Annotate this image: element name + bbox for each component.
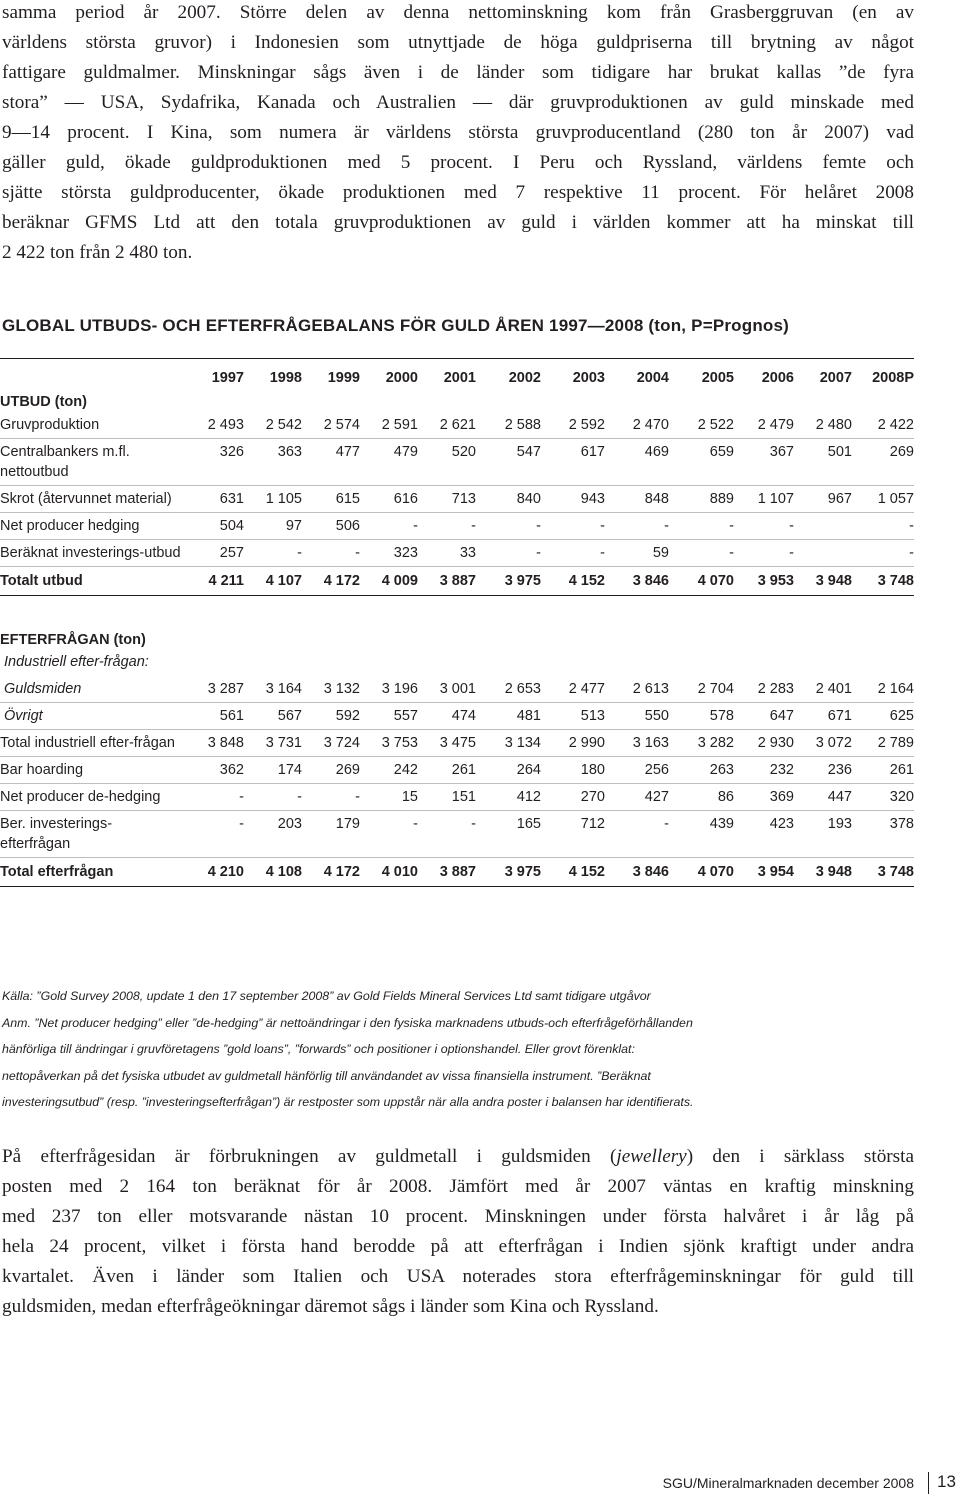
value-cell: - [605, 513, 669, 540]
table-row [0, 676, 914, 703]
value-cell [794, 513, 852, 540]
value-cell: 261 [418, 757, 476, 784]
text-line: med 237 ton eller motsvarande nästan 10 procent. Minskningen under första halvåret i år låg på [2, 1206, 914, 1227]
value-cell: 713 [418, 486, 476, 513]
value-cell: - [669, 513, 734, 540]
value-cell: 2 592 [541, 412, 605, 439]
value-cell: 363 [244, 439, 302, 486]
value-cell [794, 540, 852, 567]
row-label: Net producer hedging [0, 513, 186, 540]
value-cell: 561 [186, 703, 244, 730]
value-cell: 269 [302, 757, 360, 784]
table-row [0, 811, 914, 858]
note-line: Anm. ”Net producer hedging” eller ”de-hedging” är nettoändringar i den fysiska marknadens utbuds-och efterfrågeförhållanden [2, 1015, 693, 1030]
value-cell: - [734, 540, 794, 567]
text-line: 9—14 procent. I Kina, som numera är världens största gruvproducentland (280 ton år 2007) vad [2, 122, 914, 143]
year-header: 2008P [872, 370, 914, 386]
value-cell: - [186, 784, 244, 811]
value-cell: 151 [418, 784, 476, 811]
value-cell: 3 846 [605, 567, 669, 596]
value-cell: 2 283 [734, 676, 794, 703]
value-cell: 520 [418, 439, 476, 486]
value-cell: 3 475 [418, 730, 476, 757]
table-top-rule [0, 358, 914, 359]
table-row [0, 784, 914, 811]
gold-balance-table [0, 362, 914, 887]
text-line: guldsmiden, medan efterfrågeökningar däremot sågs i länder som Kina och Ryssland. [2, 1296, 659, 1317]
value-cell: 4 009 [360, 567, 418, 596]
table-row [0, 703, 914, 730]
value-cell: 203 [244, 811, 302, 858]
value-cell: 2 477 [541, 676, 605, 703]
value-cell: 848 [605, 486, 669, 513]
year-header: 1999 [327, 370, 360, 386]
value-cell: 2 522 [669, 412, 734, 439]
note-line: hänförliga till ändringar i gruvföretagens ”gold loans”, ”forwards” och positioner i optionshandel. Eller grovt förenklat: [2, 1042, 635, 1056]
value-cell: 236 [794, 757, 852, 784]
value-cell: 326 [186, 439, 244, 486]
text-line: samma period år 2007. Större delen av denna nettominskning kom från Grasberggruvan (en av [2, 2, 914, 23]
value-cell: 2 422 [852, 412, 914, 439]
table-row [0, 540, 914, 567]
value-cell: - [476, 540, 541, 567]
value-cell: 4 210 [186, 858, 244, 887]
value-cell: 2 493 [186, 412, 244, 439]
row-label: Gruvproduktion [0, 412, 186, 439]
value-cell: 3 072 [794, 730, 852, 757]
value-cell: 4 108 [244, 858, 302, 887]
empty-cell [476, 650, 541, 676]
value-cell: 557 [360, 703, 418, 730]
value-cell: 506 [302, 513, 360, 540]
row-label: Övrigt [0, 703, 186, 730]
value-cell: 2 574 [302, 412, 360, 439]
value-cell: 3 132 [302, 676, 360, 703]
value-cell: 578 [669, 703, 734, 730]
value-cell: 180 [541, 757, 605, 784]
section-heading: EFTERFRÅGAN (ton) [0, 632, 146, 648]
value-cell: 3 948 [794, 567, 852, 596]
row-label: Total industriell efter-frågan [0, 730, 186, 757]
value-cell: 3 848 [186, 730, 244, 757]
value-cell: 232 [734, 757, 794, 784]
value-cell: 323 [360, 540, 418, 567]
value-cell: 4 107 [244, 567, 302, 596]
value-cell: 592 [302, 703, 360, 730]
table-notes [2, 983, 916, 1116]
value-cell: - [186, 811, 244, 858]
value-cell: - [541, 513, 605, 540]
table-row [0, 486, 914, 513]
empty-cell [794, 650, 852, 676]
value-cell: 2 164 [852, 676, 914, 703]
value-cell: 2 401 [794, 676, 852, 703]
value-cell: 547 [476, 439, 541, 486]
empty-cell [244, 650, 302, 676]
value-cell: 257 [186, 540, 244, 567]
value-cell: 242 [360, 757, 418, 784]
value-cell: 4 172 [302, 567, 360, 596]
year-header: 2003 [572, 370, 605, 386]
text-line: kvartalet. Även i länder som Italien och USA noterades stora efterfrågeminskningar för guld till [2, 1266, 914, 1287]
value-cell: 2 542 [244, 412, 302, 439]
spacer-cell [0, 596, 914, 627]
value-cell: 427 [605, 784, 669, 811]
footer-divider [928, 1472, 929, 1494]
empty-cell [734, 650, 794, 676]
value-cell: - [244, 784, 302, 811]
value-cell: 3 887 [418, 567, 476, 596]
page-number: 13 [937, 1472, 956, 1491]
value-cell: 4 070 [669, 567, 734, 596]
value-cell: 1 107 [734, 486, 794, 513]
table-title: GLOBAL UTBUDS- OCH EFTERFRÅGEBALANS FÖR GULD ÅREN 1997—2008 (ton, P=Prognos) [2, 316, 790, 335]
value-cell: 504 [186, 513, 244, 540]
value-cell: 2 990 [541, 730, 605, 757]
text-line: beräknar GFMS Ltd att den totala gruvproduktionen av guld i världen kommer att ha minskat till [2, 212, 914, 233]
value-cell: - [605, 811, 669, 858]
year-header: 2000 [385, 370, 418, 386]
value-cell: 3 163 [605, 730, 669, 757]
value-cell: - [302, 540, 360, 567]
value-cell: 840 [476, 486, 541, 513]
value-cell: 86 [669, 784, 734, 811]
text-line: 2 422 ton från 2 480 ton. [2, 242, 193, 263]
value-cell: 193 [794, 811, 852, 858]
value-cell: 615 [302, 486, 360, 513]
demand-subheading: Industriell efter-frågan: [4, 654, 149, 670]
value-cell: 165 [476, 811, 541, 858]
value-cell: 3 975 [476, 858, 541, 887]
value-cell: - [360, 513, 418, 540]
year-header: 2001 [443, 370, 476, 386]
value-cell: 501 [794, 439, 852, 486]
value-cell: 2 653 [476, 676, 541, 703]
value-cell: 4 010 [360, 858, 418, 887]
year-header: 2006 [761, 370, 794, 386]
value-cell: - [852, 540, 914, 567]
value-cell: 4 152 [541, 858, 605, 887]
value-cell: 2 588 [476, 412, 541, 439]
value-cell: 967 [794, 486, 852, 513]
table-row [0, 730, 914, 757]
text-line: världens största gruvor) i Indonesien som utnyttjade de höga guldpriserna till brytning av något [2, 32, 914, 53]
value-cell: 261 [852, 757, 914, 784]
value-cell: 2 591 [360, 412, 418, 439]
value-cell: 479 [360, 439, 418, 486]
value-cell: 659 [669, 439, 734, 486]
section-spacer [0, 596, 914, 627]
value-cell: 469 [605, 439, 669, 486]
year-header: 2005 [701, 370, 734, 386]
text-line: På efterfrågesidan är förbrukningen av guldmetall i guldsmiden (jewellery) den i särklass största [2, 1146, 914, 1167]
row-label: Guldsmiden [0, 676, 186, 703]
value-cell: 263 [669, 757, 734, 784]
value-cell: 367 [734, 439, 794, 486]
value-cell: 447 [794, 784, 852, 811]
row-label: Beräknat investerings-utbud [0, 540, 186, 567]
value-cell: 270 [541, 784, 605, 811]
table-row [0, 412, 914, 439]
table-row [0, 567, 914, 596]
year-header: 1998 [269, 370, 302, 386]
table-row [0, 439, 914, 486]
value-cell: 3 134 [476, 730, 541, 757]
value-cell: 3 731 [244, 730, 302, 757]
value-cell: 1 105 [244, 486, 302, 513]
value-cell: 625 [852, 703, 914, 730]
value-cell: 943 [541, 486, 605, 513]
value-cell: 2 480 [794, 412, 852, 439]
header-label-cell [0, 362, 186, 388]
row-label: Bar hoarding [0, 757, 186, 784]
value-cell: 378 [852, 811, 914, 858]
empty-cell [852, 650, 914, 676]
value-cell: 513 [541, 703, 605, 730]
value-cell: 671 [794, 703, 852, 730]
value-cell: 264 [476, 757, 541, 784]
value-cell: 439 [669, 811, 734, 858]
value-cell: 3 975 [476, 567, 541, 596]
value-cell: - [418, 811, 476, 858]
empty-cell [360, 650, 418, 676]
value-cell: - [360, 811, 418, 858]
value-cell: 179 [302, 811, 360, 858]
row-label: Skrot (återvunnet material) [0, 486, 186, 513]
empty-cell [541, 650, 605, 676]
value-cell: 631 [186, 486, 244, 513]
supply-heading-row [0, 388, 914, 412]
value-cell: 616 [360, 486, 418, 513]
value-cell: - [476, 513, 541, 540]
value-cell: 320 [852, 784, 914, 811]
value-cell: 2 613 [605, 676, 669, 703]
value-cell: 4 152 [541, 567, 605, 596]
value-cell: 3 948 [794, 858, 852, 887]
value-cell: 423 [734, 811, 794, 858]
text-line: hela 24 procent, vilket i första hand berodde på att efterfrågan i Indien sjönk kraftigt under andra [2, 1236, 914, 1257]
value-cell: 3 282 [669, 730, 734, 757]
year-header: 2004 [636, 370, 669, 386]
table-row [0, 858, 914, 887]
value-cell: 256 [605, 757, 669, 784]
note-line: Källa: ”Gold Survey 2008, update 1 den 17 september 2008” av Gold Fields Mineral Services Ltd samt tidigare utgåvor [2, 989, 651, 1003]
text-line: stora” — USA, Sydafrika, Kanada och Australien — där gruvproduktionen av guld minskade med [2, 92, 914, 113]
value-cell: 712 [541, 811, 605, 858]
value-cell: 3 953 [734, 567, 794, 596]
value-cell: 2 479 [734, 412, 794, 439]
row-label: Centralbankers m.fl. nettoutbud [0, 439, 186, 486]
value-cell: - [302, 784, 360, 811]
year-header: 2002 [508, 370, 541, 386]
value-cell: 567 [244, 703, 302, 730]
value-cell: 2 621 [418, 412, 476, 439]
intro-paragraph [2, 0, 914, 268]
value-cell: 3 001 [418, 676, 476, 703]
value-cell: 481 [476, 703, 541, 730]
value-cell: 3 724 [302, 730, 360, 757]
empty-cell [669, 650, 734, 676]
row-label: Total efterfrågan [0, 858, 186, 887]
value-cell: 1 057 [852, 486, 914, 513]
value-cell: 2 704 [669, 676, 734, 703]
outro-paragraph [2, 1142, 914, 1322]
value-cell: 33 [418, 540, 476, 567]
empty-cell [605, 650, 669, 676]
emphasis: jewellery [616, 1146, 687, 1167]
value-cell: 3 954 [734, 858, 794, 887]
value-cell: 97 [244, 513, 302, 540]
value-cell: - [734, 513, 794, 540]
text-line: fattigare guldmalmer. Minskningar sågs även i de länder som tidigare har brukat kallas ”de fyra [2, 62, 914, 83]
note-line: nettopåverkan på det fysiska utbudet av guldmetall hänförlig till användandet av vissa finansiella instrument. ”Beräknat [2, 1068, 651, 1083]
text-line: gäller guld, ökade guldproduktionen med 5 procent. I Peru och Ryssland, världens femte och [2, 152, 914, 173]
year-header: 1997 [211, 370, 244, 386]
value-cell: - [244, 540, 302, 567]
value-cell: 3 887 [418, 858, 476, 887]
demand-heading-row [0, 626, 914, 650]
section-heading: UTBUD (ton) [0, 394, 87, 410]
value-cell: 4 172 [302, 858, 360, 887]
value-cell: 369 [734, 784, 794, 811]
value-cell: 2 470 [605, 412, 669, 439]
value-cell: 174 [244, 757, 302, 784]
value-cell: 617 [541, 439, 605, 486]
row-label: Net producer de-hedging [0, 784, 186, 811]
value-cell: 2 789 [852, 730, 914, 757]
value-cell: - [541, 540, 605, 567]
value-cell: 477 [302, 439, 360, 486]
value-cell: 3 287 [186, 676, 244, 703]
value-cell: 362 [186, 757, 244, 784]
empty-cell [302, 650, 360, 676]
value-cell: - [418, 513, 476, 540]
value-cell: 889 [669, 486, 734, 513]
value-cell: 269 [852, 439, 914, 486]
empty-cell [418, 650, 476, 676]
text-line: posten med 2 164 ton beräknat för år 2008. Jämfört med år 2007 väntas en kraftig minskning [2, 1176, 914, 1197]
value-cell: 3 748 [852, 858, 914, 887]
value-cell: 412 [476, 784, 541, 811]
value-cell: 3 753 [360, 730, 418, 757]
table-row [0, 757, 914, 784]
value-cell: 4 070 [669, 858, 734, 887]
value-cell: 15 [360, 784, 418, 811]
footer-publication: SGU/Mineralmarknaden december 2008 [662, 1475, 914, 1491]
year-header: 2007 [819, 370, 852, 386]
value-cell: 474 [418, 703, 476, 730]
demand-subheading-row [0, 650, 914, 676]
value-cell: 647 [734, 703, 794, 730]
value-cell: 4 211 [186, 567, 244, 596]
text-line: sjätte största guldproducenter, ökade produktionen med 7 respektive 11 procent. För helåret 2008 [2, 182, 914, 203]
value-cell: 2 930 [734, 730, 794, 757]
value-cell: - [852, 513, 914, 540]
value-cell: 3 196 [360, 676, 418, 703]
value-cell: 3 846 [605, 858, 669, 887]
value-cell: 550 [605, 703, 669, 730]
value-cell: 3 164 [244, 676, 302, 703]
row-label: Totalt utbud [0, 567, 186, 596]
year-header-row [0, 362, 914, 388]
row-label: Ber. investerings-efterfrågan [0, 811, 186, 858]
note-line: investeringsutbud” (resp. ”investeringsefterfrågan”) är restposter som uppstår när alla andra poster i balansen har identifierats. [2, 1095, 694, 1109]
value-cell: 59 [605, 540, 669, 567]
value-cell: 3 748 [852, 567, 914, 596]
value-cell: - [669, 540, 734, 567]
table-row [0, 513, 914, 540]
